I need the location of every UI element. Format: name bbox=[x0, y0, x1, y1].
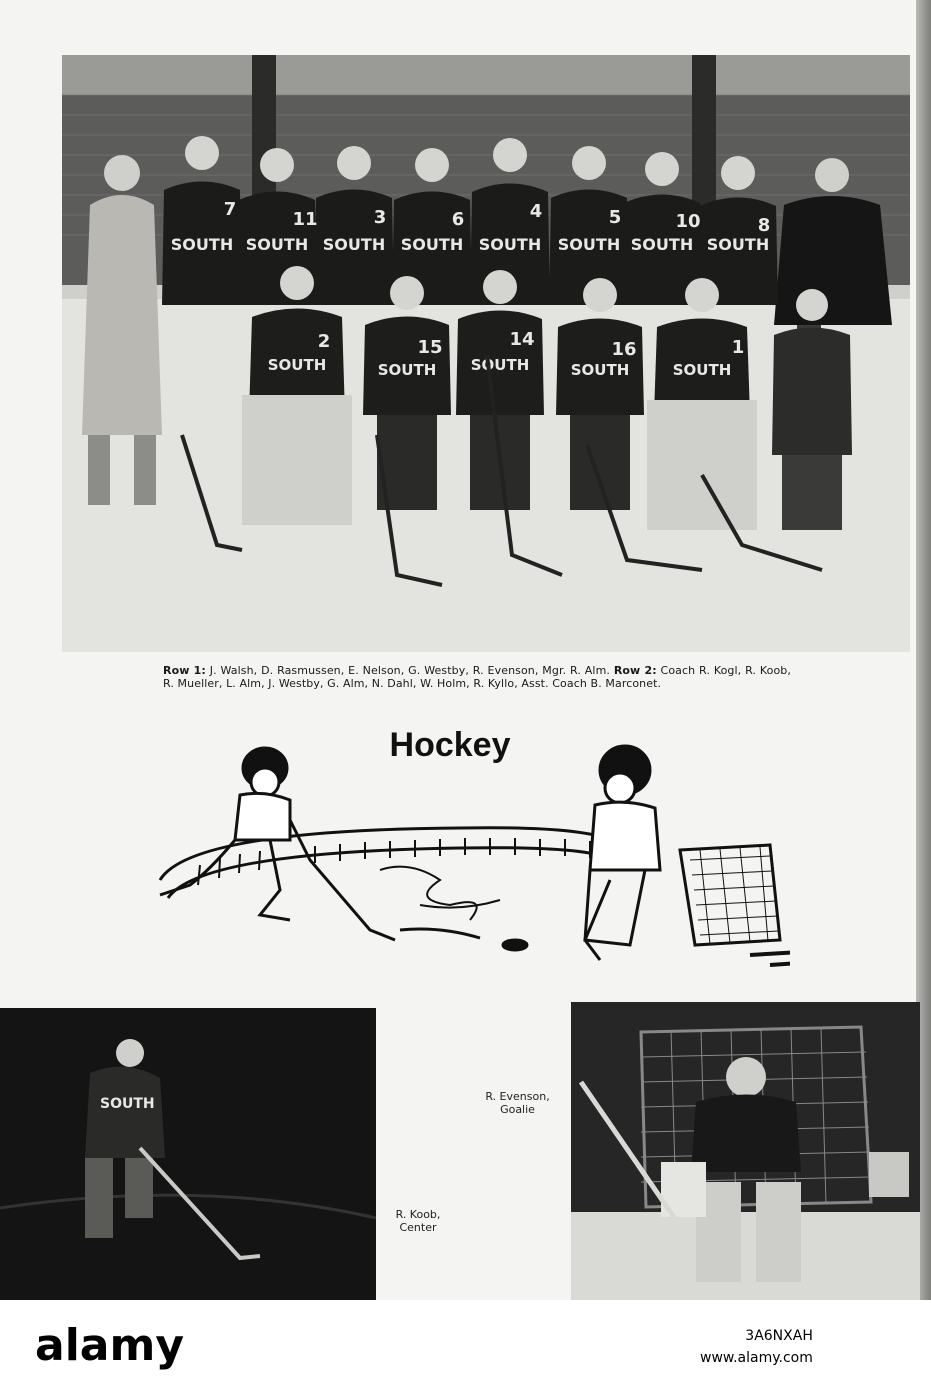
center-photo-label bbox=[378, 1208, 458, 1234]
goalie-photo bbox=[571, 1002, 920, 1300]
image-id: 3A6NXAH bbox=[745, 1328, 813, 1344]
center-name: R. Koob, bbox=[395, 1208, 441, 1221]
jersey-number: 2 bbox=[317, 331, 331, 352]
jersey-word: SOUTH bbox=[245, 235, 309, 254]
jersey-word: SOUTH bbox=[400, 235, 464, 254]
photo-caption bbox=[163, 664, 791, 690]
jersey-number: 3 bbox=[373, 207, 387, 228]
jersey-number: 16 bbox=[611, 339, 637, 360]
goalie-position: Goalie bbox=[500, 1103, 535, 1116]
jersey-number: 1 bbox=[731, 337, 745, 358]
jersey-word: SOUTH bbox=[267, 356, 327, 374]
watermark-info bbox=[700, 1325, 813, 1369]
jersey-word: SOUTH bbox=[557, 235, 621, 254]
caption-row2-names: Coach R. Kogl, R. Koob, R. Mueller, L. Alm, J. Westby, G. Alm, N. Dahl, W. Holm, R. Kyllo, Asst. Coach B. Marconet. bbox=[163, 664, 791, 690]
jersey-number: 14 bbox=[509, 329, 535, 350]
page-title: Hockey bbox=[389, 726, 511, 764]
center-action-photo bbox=[0, 1008, 376, 1300]
jersey-word: SOUTH bbox=[630, 235, 694, 254]
jersey-word: SOUTH bbox=[377, 361, 437, 379]
goalie-photo-label bbox=[470, 1090, 565, 1116]
hockey-cartoon-illustration bbox=[140, 730, 790, 980]
center-position: Center bbox=[399, 1221, 437, 1234]
jersey-word: SOUTH bbox=[322, 235, 386, 254]
goalie-name: R. Evenson, bbox=[485, 1090, 550, 1103]
jersey-word: SOUTH bbox=[478, 235, 542, 254]
team-photo bbox=[62, 55, 910, 652]
jersey-number: 15 bbox=[417, 337, 443, 358]
jersey-number: 11 bbox=[292, 209, 318, 230]
jersey-word: SOUTH bbox=[672, 361, 732, 379]
jersey-number: 7 bbox=[223, 199, 237, 220]
caption-row1-names: J. Walsh, D. Rasmussen, E. Nelson, G. Westby, R. Evenson, Mgr. R. Alm. bbox=[209, 664, 610, 677]
jersey-number: 5 bbox=[608, 207, 622, 228]
jersey-number: 4 bbox=[529, 201, 543, 222]
caption-row1-label: Row 1: bbox=[163, 664, 206, 677]
jersey-number: 8 bbox=[757, 215, 771, 236]
site-url: www.alamy.com bbox=[700, 1350, 813, 1366]
jersey-word: SOUTH bbox=[100, 1096, 155, 1112]
jersey-word: SOUTH bbox=[570, 361, 630, 379]
jersey-number: 10 bbox=[675, 211, 701, 232]
alamy-logo: alamy bbox=[35, 1320, 184, 1371]
caption-row2-label: Row 2: bbox=[613, 664, 657, 677]
jersey-number: 6 bbox=[451, 209, 465, 230]
jersey-word: SOUTH bbox=[170, 235, 234, 254]
jersey-word: SOUTH bbox=[470, 356, 530, 374]
jersey-word: SOUTH bbox=[706, 235, 770, 254]
